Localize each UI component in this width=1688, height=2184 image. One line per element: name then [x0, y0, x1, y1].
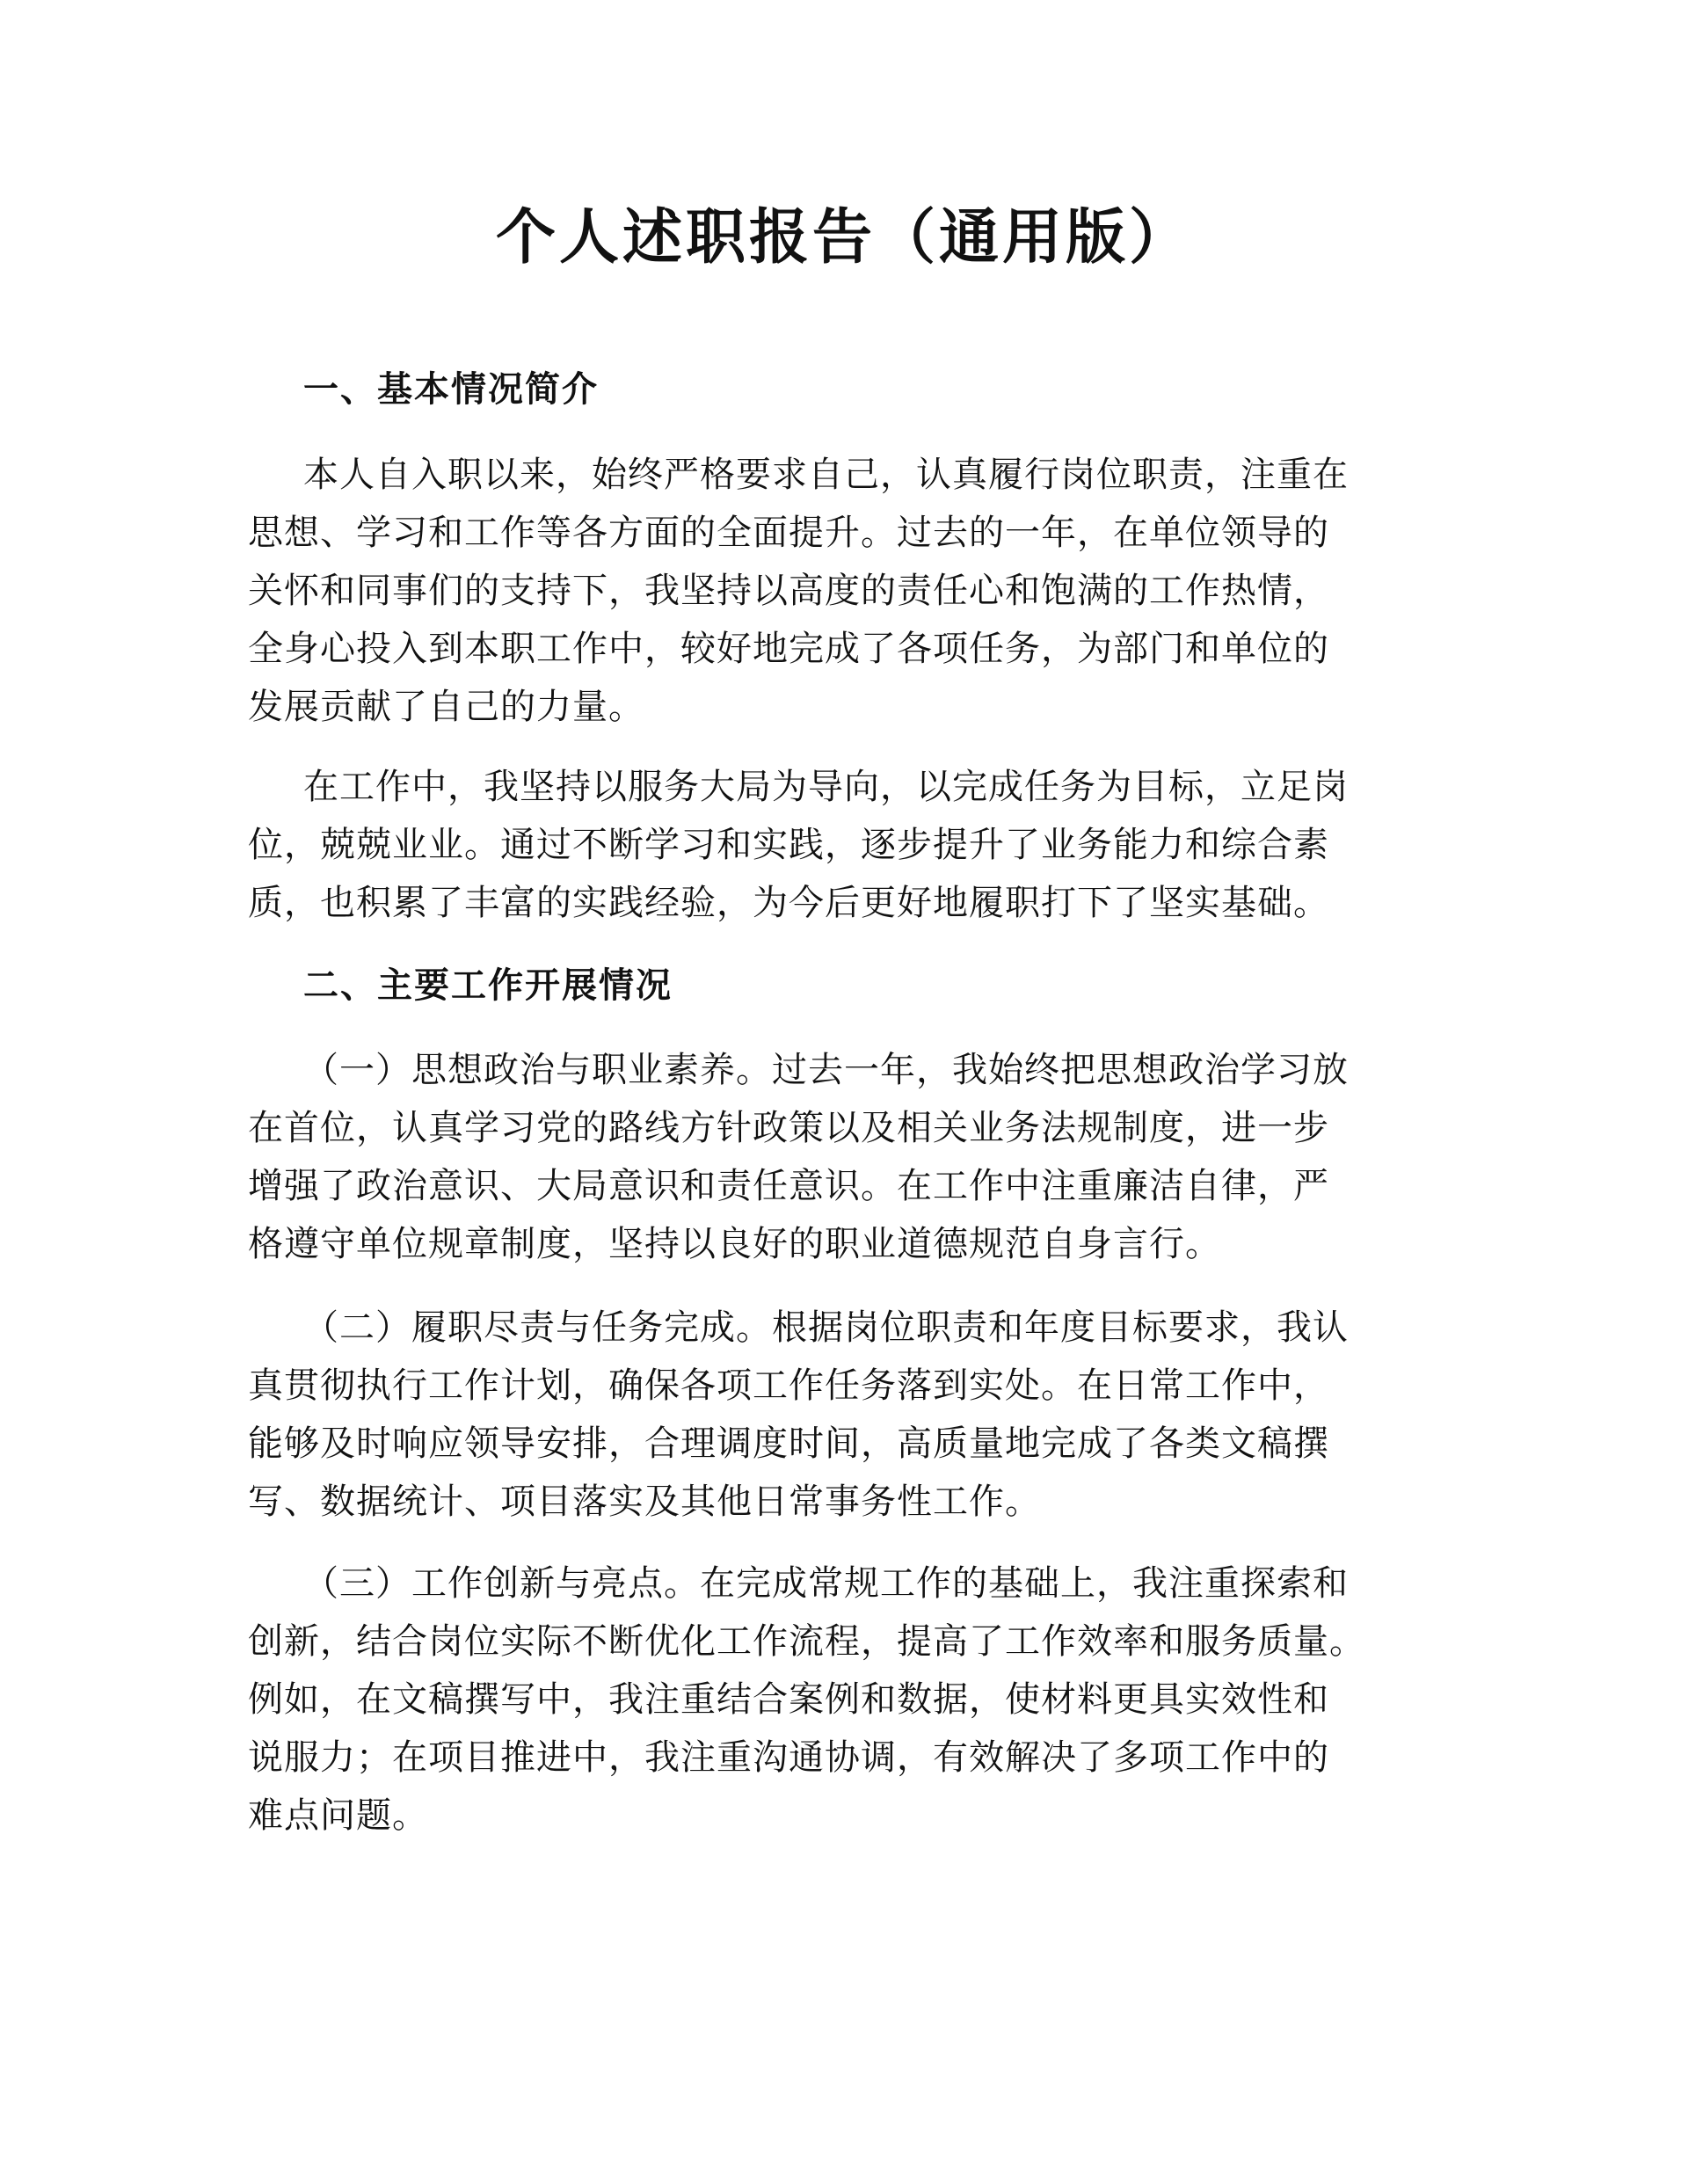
paragraph-main-work-3 — [248, 1554, 1461, 1845]
paragraph-line: 创新，结合岗位实际不断优化工作流程，提高了工作效率和服务质量。 — [248, 1621, 1365, 1662]
document-title: 个人述职报告（通用版） — [495, 202, 1192, 273]
paragraph-line: （二）履职尽责与任务完成。根据岗位职责和年度目标要求，我认 — [303, 1307, 1349, 1348]
paragraph-line: 在首位，认真学习党的路线方针政策以及相关业务法规制度，进一步 — [248, 1108, 1329, 1148]
paragraph-line: 增强了政治意识、大局意识和责任意识。在工作中注重廉洁自律，严 — [248, 1166, 1329, 1206]
paragraph-line: 难点问题。 — [248, 1795, 428, 1836]
paragraph-line: （一）思想政治与职业素养。过去一年，我始终把思想政治学习放 — [303, 1050, 1349, 1090]
paragraph-line: 思想、学习和工作等各方面的全面提升。过去的一年，在单位领导的 — [248, 513, 1329, 553]
section-heading-basic-info: 一、基本情况简介 — [303, 368, 599, 410]
paragraph-line: （三）工作创新与亮点。在完成常规工作的基础上，我注重探索和 — [303, 1563, 1349, 1604]
paragraph-line: 例如，在文稿撰写中，我注重结合案例和数据，使材料更具实效性和 — [248, 1679, 1329, 1720]
paragraph-basic-info-2 — [248, 758, 1461, 932]
paragraph-line: 写、数据统计、项目落实及其他日常事务性工作。 — [248, 1481, 1041, 1522]
paragraph-main-work-1 — [248, 1041, 1461, 1273]
paragraph-line: 说服力；在项目推进中，我注重沟通协调，有效解决了多项工作中的 — [248, 1737, 1329, 1778]
paragraph-basic-info-1 — [248, 446, 1461, 736]
paragraph-line: 格遵守单位规章制度，坚持以良好的职业道德规范自身言行。 — [248, 1224, 1221, 1264]
paragraph-line: 位，兢兢业业。通过不断学习和实践，逐步提升了业务能力和综合素 — [248, 825, 1329, 865]
paragraph-main-work-2 — [248, 1299, 1461, 1531]
section-heading-main-work: 二、主要工作开展情况 — [303, 965, 673, 1006]
paragraph-line: 能够及时响应领导安排，合理调度时间，高质量地完成了各类文稿撰 — [248, 1423, 1329, 1464]
paragraph-line: 真贯彻执行工作计划，确保各项工作任务落到实处。在日常工作中， — [248, 1365, 1329, 1406]
paragraph-line: 全身心投入到本职工作中，较好地完成了各项任务，为部门和单位的 — [248, 629, 1329, 669]
paragraph-line: 在工作中，我坚持以服务大局为导向，以完成任务为目标，立足岗 — [303, 767, 1349, 807]
paragraph-line: 本人自入职以来，始终严格要求自己，认真履行岗位职责，注重在 — [303, 455, 1349, 495]
paragraph-line: 关怀和同事们的支持下，我坚持以高度的责任心和饱满的工作热情， — [248, 571, 1329, 611]
paragraph-line: 发展贡献了自己的力量。 — [248, 687, 644, 727]
paragraph-line: 质，也积累了丰富的实践经验，为今后更好地履职打下了坚实基础。 — [248, 883, 1329, 923]
